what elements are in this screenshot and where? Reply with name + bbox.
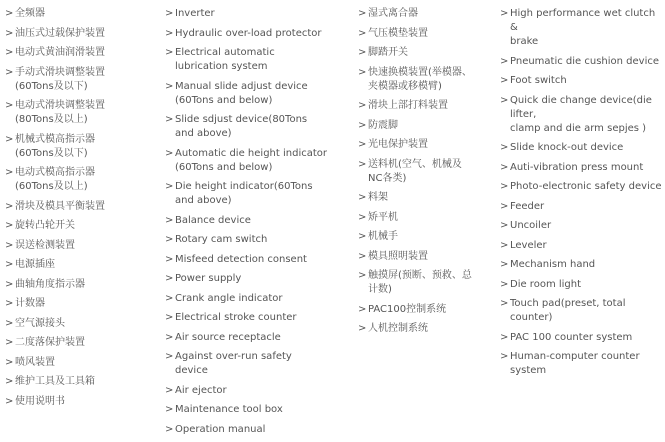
list-item-text: 喷风装置 [15,356,55,368]
list-item-text: 模具照明装置 [368,250,428,262]
list-item [165,7,345,21]
bullet-arrow-icon: > [165,80,174,92]
list-item-text: lubrication system [175,61,268,72]
list-item [5,239,153,253]
list-item [165,80,345,108]
list-item [358,269,488,297]
bullet-arrow-icon: > [358,231,367,242]
list-item [500,55,662,69]
list-item [5,336,153,350]
list-item [500,141,662,155]
bullet-arrow-icon: > [358,27,367,39]
bullet-arrow-icon: > [5,66,14,78]
list-item [500,278,662,292]
list-item [165,350,345,378]
list-item [165,423,345,437]
list-item-text: Power supply [175,273,242,284]
bullet-arrow-icon: > [500,351,509,362]
list-item-text: 空气源接头 [15,317,65,329]
list-item-text: 料架 [368,192,388,203]
list-item-text: Die height indicator(60Tons [175,181,313,192]
list-item-text: 手动式滑块调整装置 [15,66,105,78]
list-item [5,99,153,127]
bullet-arrow-icon: > [358,8,367,19]
list-item-text: 脚踏开关 [368,47,408,58]
list-item-text: device [175,365,208,376]
list-item-text: Misfeed detection consent [175,253,307,265]
list-item-text: 湿式离合器 [368,8,418,19]
list-item-text: 人机控制系统 [368,323,428,334]
list-item-text: Uncoiler [510,220,552,231]
list-item [5,297,153,311]
bullet-arrow-icon: > [165,8,174,19]
list-item [5,27,153,41]
list-item [358,211,488,225]
list-item-text: 防震脚 [368,119,398,131]
bullet-arrow-icon: > [500,75,509,86]
list-item-text: Air ejector [175,384,227,396]
list-item-text: 夹模器或移模臂) [368,80,442,92]
bullet-arrow-icon: > [500,239,509,251]
bullet-arrow-icon: > [165,214,174,226]
bullet-arrow-icon: > [165,273,174,284]
list-item-text: 误送检测装置 [15,239,75,251]
bullet-arrow-icon: > [358,303,367,315]
bullet-arrow-icon: > [358,158,367,170]
list-item-text: (60Tons and below) [175,94,273,106]
list-item [358,322,488,336]
bullet-arrow-icon: > [5,133,14,145]
list-item [165,292,345,306]
list-item [500,350,662,378]
list-item-text: (60Tons及以下) [15,147,88,159]
list-item-text: 油压式过载保护装置 [15,27,105,39]
list-item [165,214,345,228]
list-item [165,253,345,267]
bullet-arrow-icon: > [500,331,509,343]
list-item-text: High performance wet clutch & [510,8,656,33]
bullet-arrow-icon: > [5,27,14,39]
column-english-standard [165,7,345,442]
bullet-arrow-icon: > [358,139,367,150]
list-item-text: 二度落保护装置 [15,337,85,348]
list-item-text: 送料机(空气、机械及 [368,158,462,170]
list-item [500,239,662,253]
list-item-text: 机械手 [368,231,398,242]
bullet-arrow-icon: > [165,181,174,192]
bullet-arrow-icon: > [500,181,509,192]
bullet-arrow-icon: > [5,317,14,329]
list-item [5,395,153,409]
bullet-arrow-icon: > [165,292,174,304]
list-item [165,27,345,41]
list-item [500,258,662,272]
list-item [500,180,662,194]
bullet-arrow-icon: > [5,8,14,19]
list-item [165,233,345,247]
list-item [358,66,488,94]
list-item-text: 机械式模高指示器 [15,133,95,145]
list-item-text: Slide knock-out device [510,142,624,153]
list-item-text: Slide sdjust device(80Tons [175,114,308,125]
list-item-text: (60Tons及以下) [15,80,88,92]
list-item-text: Automatic die height indicator [175,147,327,159]
list-item-text: brake [510,36,539,47]
list-item [5,66,153,94]
list-item-text: Balance device [175,214,251,226]
list-item [358,230,488,244]
bullet-arrow-icon: > [358,211,367,223]
bullet-arrow-icon: > [5,259,14,270]
bullet-arrow-icon: > [500,259,509,270]
list-item [500,200,662,214]
bullet-arrow-icon: > [358,100,367,111]
list-item [165,272,345,286]
list-item [358,46,488,60]
list-item [165,46,345,74]
list-item-text: Against over-run safety [175,351,292,362]
column-chinese-optional [358,7,488,342]
bullet-arrow-icon: > [5,200,14,212]
list-item [165,147,345,175]
bullet-arrow-icon: > [5,239,14,251]
list-item-text: Hydraulic over-load protector [175,27,322,39]
list-item [358,27,488,41]
list-item-text: Feeder [510,200,545,212]
bullet-arrow-icon: > [5,395,14,407]
bullet-arrow-icon: > [5,298,14,309]
list-item-text: 电源插座 [15,259,55,270]
list-item [358,158,488,186]
list-item-text: Touch pad(preset, total counter) [510,298,626,323]
list-item-text: 全频器 [15,8,45,19]
list-item [5,46,153,60]
bullet-arrow-icon: > [500,94,509,106]
list-item-text: Electrical automatic [175,47,275,58]
list-item-text: Mechanism hand [510,259,596,270]
list-item [165,403,345,417]
bullet-arrow-icon: > [358,323,367,334]
bullet-arrow-icon: > [5,278,14,290]
list-item-text: Air source receptacle [175,331,281,343]
list-item-text: 曲轴角度指示器 [15,278,85,290]
bullet-arrow-icon: > [5,376,14,387]
list-item-text: Pneumatic die cushion device [510,55,660,67]
bullet-arrow-icon: > [165,114,174,125]
list-item-text: 触摸屏(预断、预救、总 [368,270,472,281]
list-item-text: and above) [175,128,232,139]
bullet-arrow-icon: > [500,8,509,19]
list-item-text: Inverter [175,8,215,19]
list-item-text: PAC100控制系统 [368,303,447,315]
list-item [5,219,153,233]
list-item-text: 电动式滑块调整装置 [15,100,105,111]
bullet-arrow-icon: > [5,167,14,178]
list-item [358,119,488,133]
list-item-text: Electrical stroke counter [175,312,297,323]
bullet-arrow-icon: > [5,220,14,231]
list-item-text: Foot switch [510,75,567,86]
list-item [5,278,153,292]
bullet-arrow-icon: > [500,55,509,67]
column-english-optional [500,7,662,384]
list-item [165,384,345,398]
list-item [500,219,662,233]
bullet-arrow-icon: > [165,351,174,362]
list-item-text: Manual slide adjust device [175,80,308,92]
list-item-text: 电动式模高指示器 [15,167,95,178]
bullet-arrow-icon: > [165,312,174,323]
list-item-text: Crank angle indicator [175,292,283,304]
list-item-text: PAC 100 counter system [510,331,633,343]
list-item [500,297,662,325]
list-item-text: Maintenance tool box [175,404,283,415]
list-item-text: (60Tons and below) [175,161,273,173]
bullet-arrow-icon: > [165,331,174,343]
list-item [5,166,153,194]
bullet-arrow-icon: > [5,337,14,348]
list-item-text: Operation manual [175,423,266,435]
bullet-arrow-icon: > [500,200,509,212]
list-item-text: clamp and die arm sepjes ) [510,122,647,134]
list-item [5,258,153,272]
list-item [165,331,345,345]
bullet-arrow-icon: > [500,220,509,231]
bullet-arrow-icon: > [358,66,367,78]
list-item-text: 电动式黄油润滑装置 [15,47,105,58]
list-item [5,317,153,331]
bullet-arrow-icon: > [165,147,174,159]
list-item [5,7,153,21]
list-item [358,250,488,264]
list-item-text: Leveler [510,239,547,251]
list-item-text: 使用说明书 [15,395,65,407]
list-item-text: 快速换模装置(举模器、 [368,66,472,78]
list-item [500,7,662,49]
list-item [5,375,153,389]
list-item-text: (80Tons及以上) [15,114,88,125]
list-item [358,303,488,317]
bullet-arrow-icon: > [500,161,509,173]
bullet-arrow-icon: > [165,404,174,415]
list-item [5,200,153,214]
bullet-arrow-icon: > [165,27,174,39]
bullet-arrow-icon: > [500,142,509,153]
list-item [500,94,662,136]
list-item-text: 气压模垫装置 [368,27,428,39]
list-item [358,99,488,113]
list-item [358,191,488,205]
bullet-arrow-icon: > [5,100,14,111]
list-item [500,161,662,175]
list-item-text: 计数) [368,284,392,295]
bullet-arrow-icon: > [358,192,367,203]
bullet-arrow-icon: > [5,47,14,58]
bullet-arrow-icon: > [358,270,367,281]
list-item-text: Human-computer counter system [510,351,640,376]
list-item-text: 维护工具及工具箱 [15,376,95,387]
list-item [5,356,153,370]
list-item-text: Photo-electronic safety device [510,181,662,192]
list-item-text: and above) [175,195,232,206]
list-item [358,138,488,152]
bullet-arrow-icon: > [500,298,509,309]
bullet-arrow-icon: > [165,253,174,265]
list-item [165,113,345,141]
list-item [165,180,345,208]
list-item [165,311,345,325]
list-item-text: 光电保护装置 [368,139,428,150]
list-item-text: Rotary cam switch [175,234,268,245]
bullet-arrow-icon: > [358,119,367,131]
bullet-arrow-icon: > [165,234,174,245]
list-item-text: 旋转凸轮开关 [15,220,75,231]
list-item [5,133,153,161]
list-item-text: (60Tons及以上) [15,181,88,192]
list-item-text: 计数器 [15,298,45,309]
bullet-arrow-icon: > [165,384,174,396]
list-item [500,331,662,345]
bullet-arrow-icon: > [165,47,174,58]
bullet-arrow-icon: > [358,47,367,58]
list-item-text: 矫平机 [368,211,398,223]
bullet-arrow-icon: > [165,423,174,435]
bullet-arrow-icon: > [358,250,367,262]
list-item-text: Auti-vibration press mount [510,161,644,173]
list-item-text: Die room light [510,278,582,290]
bullet-arrow-icon: > [500,278,509,290]
list-item [500,74,662,88]
list-item-text: Quick die change device(die lifter, [510,94,652,120]
list-item-text: NC各类) [368,172,407,184]
list-item-text: 滑块及模具平衡装置 [15,200,105,212]
bullet-arrow-icon: > [5,356,14,368]
list-item-text: 滑块上部打料装置 [368,100,448,111]
list-item [358,7,488,21]
column-chinese-standard [5,7,153,414]
